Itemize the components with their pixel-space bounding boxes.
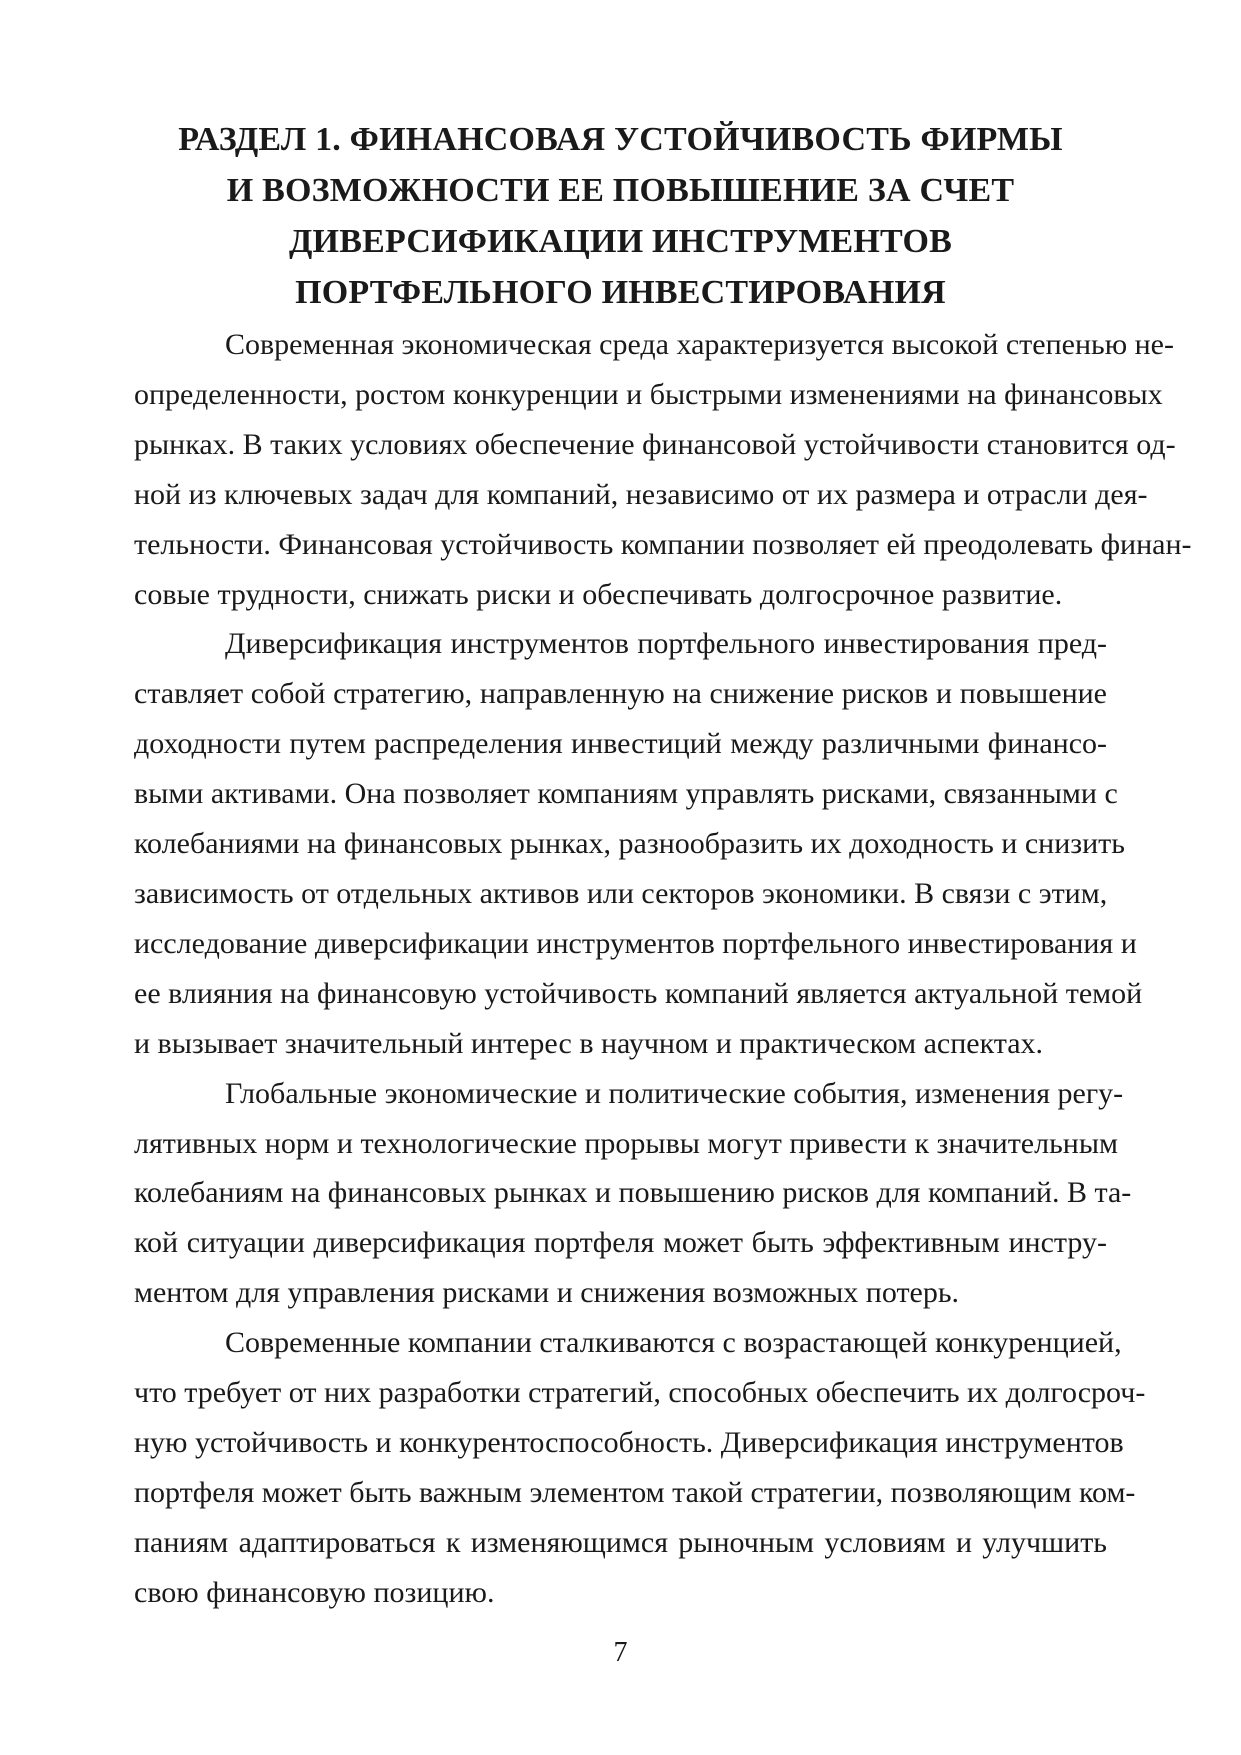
- heading-line: ПОРТФЕЛЬНОГО ИНВЕСТИРОВАНИЯ: [295, 274, 946, 311]
- text-line: определенности, ростом конкуренции и быстрыми изменениями на финансовых: [134, 377, 1163, 411]
- paragraph: [134, 1069, 1132, 1319]
- text-line: совые трудности, снижать риски и обеспечивать долгосрочное развитие.: [134, 577, 1063, 611]
- text-line: лятивных норм и технологические прорывы могут привести к значительным: [134, 1126, 1118, 1160]
- page-number: 7: [613, 1637, 628, 1668]
- text-line: доходности путем распределения инвестиций между различными финансо-: [134, 727, 1107, 761]
- text-line: ментом для управления рисками и снижения возможных потерь.: [134, 1276, 960, 1310]
- text-line: свою финансовую позицию.: [134, 1575, 495, 1609]
- text-line: ную устойчивость и конкурентоспособность. Диверсификация инструментов: [134, 1425, 1124, 1459]
- text-line: выми активами. Она позволяет компаниям управлять рисками, связанными с: [134, 777, 1118, 811]
- text-line: тельности. Финансовая устойчивость компании позволяет ей преодолевать финан-: [134, 527, 1192, 561]
- text-line: Глобальные экономические и политические события, изменения регу-: [225, 1076, 1124, 1110]
- text-line: кой ситуации диверсификация портфеля может быть эффективным инстру-: [134, 1226, 1107, 1260]
- heading-line: И ВОЗМОЖНОСТИ ЕЕ ПОВЫШЕНИЕ ЗА СЧЕТ: [226, 172, 1015, 209]
- section-heading: [134, 114, 1107, 318]
- text-line: рынках. В таких условиях обеспечение финансовой устойчивости становится од-: [134, 427, 1176, 461]
- text-line: зависимость от отдельных активов или секторов экономики. В связи с этим,: [134, 876, 1108, 910]
- heading-line: ДИВЕРСИФИКАЦИИ ИНСТРУМЕНТОВ: [288, 223, 953, 260]
- paragraph: [134, 619, 1143, 1068]
- paragraph: [134, 320, 1192, 619]
- text-line: ной из ключевых задач для компаний, независимо от их размера и отрасли дея-: [134, 477, 1148, 511]
- text-line: паниям адаптироваться к изменяющимся рыночным условиям и улучшить: [134, 1525, 1107, 1559]
- text-line: колебаниями на финансовых рынках, разнообразить их доходность и снизить: [134, 827, 1125, 861]
- text-line: ее влияния на финансовую устойчивость компаний является актуальной темой: [134, 976, 1143, 1010]
- heading-line: РАЗДЕЛ 1. ФИНАНСОВАЯ УСТОЙЧИВОСТЬ ФИРМЫ: [178, 121, 1063, 158]
- text-line: ставляет собой стратегию, направленную на снижение рисков и повышение: [134, 677, 1107, 711]
- text-line: колебаниям на финансовых рынках и повышению рисков для компаний. В та-: [134, 1176, 1132, 1210]
- text-line: Диверсификация инструментов портфельного инвестирования пред-: [225, 627, 1107, 661]
- text-line: что требует от них разработки стратегий, способных обеспечить их долгосроч-: [134, 1376, 1146, 1410]
- text-line: Современная экономическая среда характеризуется высокой степенью не-: [225, 328, 1174, 361]
- paragraph: [134, 1318, 1146, 1617]
- text-line: исследование диверсификации инструментов портфельного инвестирования и: [134, 926, 1137, 960]
- body-text: [134, 320, 1192, 1618]
- text-line: и вызывает значительный интерес в научном и практическом аспектах.: [134, 1026, 1044, 1060]
- text-line: портфеля может быть важным элементом такой стратегии, позволяющим ком-: [134, 1475, 1136, 1509]
- text-line: Современные компании сталкиваются с возрастающей конкуренцией,: [225, 1326, 1122, 1360]
